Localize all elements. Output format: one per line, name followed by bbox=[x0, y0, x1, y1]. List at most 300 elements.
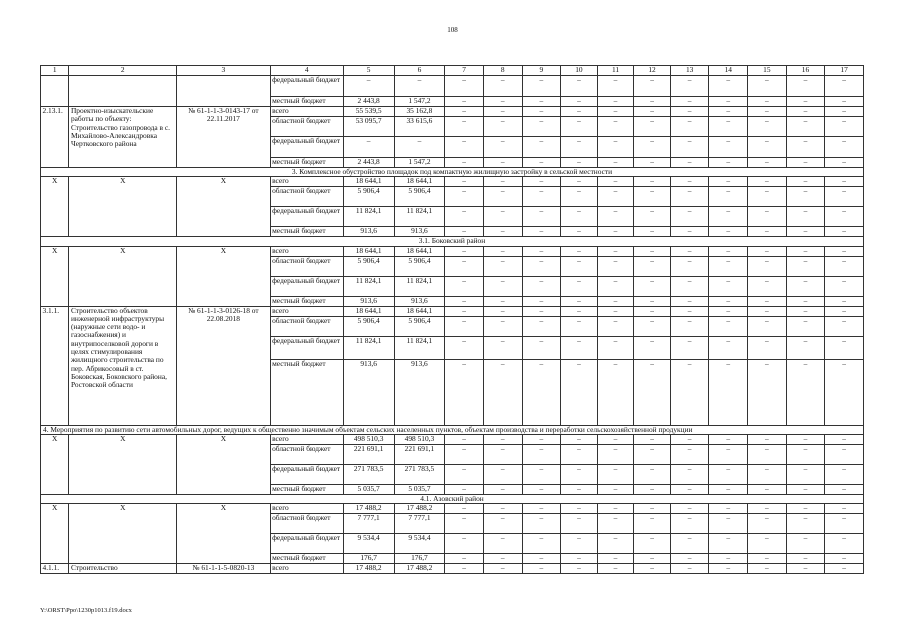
budget-label: федеральный бюджет bbox=[270, 336, 343, 359]
dash-cell: – bbox=[483, 158, 522, 168]
budget-label: федеральный бюджет bbox=[270, 207, 343, 227]
table-row bbox=[41, 177, 864, 187]
dash-cell: – bbox=[445, 316, 484, 336]
dash-cell: – bbox=[561, 187, 598, 207]
dash-cell: – bbox=[825, 514, 864, 534]
value-cell: 53 095,7 bbox=[343, 117, 394, 137]
dash-cell: – bbox=[825, 76, 864, 97]
col-number: 6 bbox=[394, 66, 445, 76]
dash-cell: – bbox=[670, 504, 709, 514]
dash-cell: – bbox=[561, 514, 598, 534]
budget-label: всего bbox=[270, 564, 343, 574]
dash-cell: – bbox=[634, 296, 671, 306]
dash-cell: – bbox=[786, 534, 825, 554]
dash-cell: – bbox=[709, 534, 748, 554]
value-cell: – bbox=[343, 137, 394, 158]
dash-cell: – bbox=[786, 227, 825, 237]
dash-cell: – bbox=[483, 554, 522, 564]
budget-label: местный бюджет bbox=[270, 97, 343, 107]
dash-cell: – bbox=[634, 444, 671, 464]
item-document: X bbox=[177, 177, 270, 237]
dash-cell: – bbox=[825, 97, 864, 107]
budget-label: всего bbox=[270, 434, 343, 444]
value-cell: 221 691,1 bbox=[343, 444, 394, 464]
value-cell: 11 824,1 bbox=[343, 336, 394, 359]
dash-cell: – bbox=[709, 227, 748, 237]
dash-cell: – bbox=[634, 484, 671, 494]
budget-label: областной бюджет bbox=[270, 117, 343, 137]
dash-cell: – bbox=[786, 504, 825, 514]
dash-cell: – bbox=[670, 564, 709, 574]
dash-cell: – bbox=[522, 276, 561, 296]
value-cell: 271 783,5 bbox=[394, 464, 445, 484]
dash-cell: – bbox=[561, 359, 598, 425]
dash-cell: – bbox=[709, 554, 748, 564]
budget-label: областной бюджет bbox=[270, 514, 343, 534]
dash-cell: – bbox=[522, 76, 561, 97]
dash-cell: – bbox=[483, 336, 522, 359]
item-number: X bbox=[41, 177, 69, 237]
budget-label: местный бюджет bbox=[270, 554, 343, 564]
value-cell: 17 488,2 bbox=[394, 504, 445, 514]
dash-cell: – bbox=[483, 434, 522, 444]
dash-cell: – bbox=[445, 177, 484, 187]
dash-cell: – bbox=[709, 444, 748, 464]
dash-cell: – bbox=[670, 107, 709, 117]
dash-cell: – bbox=[748, 246, 787, 256]
dash-cell: – bbox=[634, 117, 671, 137]
value-cell: 5 906,4 bbox=[394, 316, 445, 336]
budget-table-wrapper bbox=[40, 65, 864, 574]
value-cell: 11 824,1 bbox=[343, 276, 394, 296]
dash-cell: – bbox=[670, 444, 709, 464]
dash-cell: – bbox=[825, 256, 864, 276]
dash-cell: – bbox=[522, 227, 561, 237]
dash-cell: – bbox=[483, 484, 522, 494]
dash-cell: – bbox=[445, 207, 484, 227]
dash-cell: – bbox=[670, 484, 709, 494]
section-title: 3. Комплексное обустройство площадок под компактную жилищную застройку в сельской местности bbox=[41, 168, 864, 177]
dash-cell: – bbox=[445, 296, 484, 306]
dash-cell: – bbox=[597, 246, 634, 256]
table-row bbox=[41, 564, 864, 574]
dash-cell: – bbox=[634, 434, 671, 444]
dash-cell: – bbox=[522, 514, 561, 534]
dash-cell: – bbox=[483, 117, 522, 137]
item-name: Строительство объектов инженерной инфраструктуры (наружные сети водо- и газоснабжения) и внутрипоселковой дороги в целях стимулирования жилищного строительства по пер. Абрикосовый в ст. Боковская, Боковского района, Ростовской области bbox=[69, 306, 177, 425]
dash-cell: – bbox=[748, 504, 787, 514]
dash-cell: – bbox=[561, 227, 598, 237]
value-cell: 18 644,1 bbox=[394, 177, 445, 187]
dash-cell: – bbox=[825, 359, 864, 425]
table-row bbox=[41, 246, 864, 256]
dash-cell: – bbox=[597, 158, 634, 168]
dash-cell: – bbox=[709, 434, 748, 444]
dash-cell: – bbox=[522, 296, 561, 306]
dash-cell: – bbox=[634, 336, 671, 359]
dash-cell: – bbox=[522, 306, 561, 316]
dash-cell: – bbox=[748, 107, 787, 117]
value-cell: 17 488,2 bbox=[394, 564, 445, 574]
dash-cell: – bbox=[748, 484, 787, 494]
dash-cell: – bbox=[522, 246, 561, 256]
dash-cell: – bbox=[786, 246, 825, 256]
budget-label: всего bbox=[270, 306, 343, 316]
dash-cell: – bbox=[561, 564, 598, 574]
table-row bbox=[41, 306, 864, 316]
dash-cell: – bbox=[597, 117, 634, 137]
dash-cell: – bbox=[561, 177, 598, 187]
dash-cell: – bbox=[483, 227, 522, 237]
dash-cell: – bbox=[597, 504, 634, 514]
dash-cell: – bbox=[709, 177, 748, 187]
dash-cell: – bbox=[634, 227, 671, 237]
col-number: 16 bbox=[786, 66, 825, 76]
dash-cell: – bbox=[825, 187, 864, 207]
table-row bbox=[41, 76, 864, 97]
dash-cell: – bbox=[825, 306, 864, 316]
value-cell: 17 488,2 bbox=[343, 564, 394, 574]
section-row bbox=[41, 425, 864, 434]
page-number: 108 bbox=[447, 26, 458, 34]
item-number: 3.1.1. bbox=[41, 306, 69, 425]
dash-cell: – bbox=[786, 336, 825, 359]
dash-cell: – bbox=[445, 444, 484, 464]
dash-cell: – bbox=[634, 107, 671, 117]
dash-cell: – bbox=[445, 137, 484, 158]
budget-label: всего bbox=[270, 246, 343, 256]
budget-label: всего bbox=[270, 177, 343, 187]
dash-cell: – bbox=[670, 316, 709, 336]
dash-cell: – bbox=[483, 306, 522, 316]
dash-cell: – bbox=[483, 256, 522, 276]
value-cell: 5 906,4 bbox=[343, 187, 394, 207]
dash-cell: – bbox=[445, 434, 484, 444]
dash-cell: – bbox=[825, 158, 864, 168]
dash-cell: – bbox=[597, 564, 634, 574]
dash-cell: – bbox=[670, 534, 709, 554]
dash-cell: – bbox=[825, 177, 864, 187]
dash-cell: – bbox=[786, 187, 825, 207]
dash-cell: – bbox=[670, 306, 709, 316]
dash-cell: – bbox=[522, 97, 561, 107]
dash-cell: – bbox=[670, 276, 709, 296]
dash-cell: – bbox=[709, 296, 748, 306]
value-cell: – bbox=[343, 76, 394, 97]
table-row bbox=[41, 107, 864, 117]
value-cell: 498 510,3 bbox=[394, 434, 445, 444]
dash-cell: – bbox=[670, 97, 709, 107]
dash-cell: – bbox=[597, 256, 634, 276]
dash-cell: – bbox=[825, 207, 864, 227]
value-cell: 17 488,2 bbox=[343, 504, 394, 514]
dash-cell: – bbox=[634, 464, 671, 484]
dash-cell: – bbox=[709, 316, 748, 336]
dash-cell: – bbox=[670, 359, 709, 425]
dash-cell: – bbox=[597, 444, 634, 464]
dash-cell: – bbox=[561, 336, 598, 359]
item-name: Проектно-изыскательские работы по объекту: Строительство газопровода в с. Михайлово-Александровка Чертковского района bbox=[69, 107, 177, 168]
dash-cell: – bbox=[445, 227, 484, 237]
dash-cell: – bbox=[483, 76, 522, 97]
dash-cell: – bbox=[709, 514, 748, 534]
dash-cell: – bbox=[709, 564, 748, 574]
dash-cell: – bbox=[825, 554, 864, 564]
dash-cell: – bbox=[561, 97, 598, 107]
budget-label: областной бюджет bbox=[270, 316, 343, 336]
item-number: 4.1.1. bbox=[41, 564, 69, 574]
value-cell: 5 906,4 bbox=[394, 256, 445, 276]
value-cell: 176,7 bbox=[343, 554, 394, 564]
dash-cell: – bbox=[670, 514, 709, 534]
budget-label: федеральный бюджет bbox=[270, 76, 343, 97]
section-row bbox=[41, 494, 864, 503]
dash-cell: – bbox=[597, 207, 634, 227]
dash-cell: – bbox=[561, 306, 598, 316]
dash-cell: – bbox=[561, 158, 598, 168]
dash-cell: – bbox=[445, 256, 484, 276]
dash-cell: – bbox=[522, 359, 561, 425]
dash-cell: – bbox=[786, 137, 825, 158]
dash-cell: – bbox=[825, 137, 864, 158]
dash-cell: – bbox=[522, 158, 561, 168]
dash-cell: – bbox=[748, 76, 787, 97]
col-number: 12 bbox=[634, 66, 671, 76]
dash-cell: – bbox=[483, 514, 522, 534]
dash-cell: – bbox=[483, 564, 522, 574]
dash-cell: – bbox=[597, 97, 634, 107]
dash-cell: – bbox=[522, 256, 561, 276]
dash-cell: – bbox=[483, 504, 522, 514]
dash-cell: – bbox=[748, 187, 787, 207]
col-number: 13 bbox=[670, 66, 709, 76]
dash-cell: – bbox=[561, 554, 598, 564]
dash-cell: – bbox=[786, 564, 825, 574]
dash-cell: – bbox=[709, 187, 748, 207]
budget-label: областной бюджет bbox=[270, 187, 343, 207]
value-cell: 913,6 bbox=[343, 359, 394, 425]
item-document: № 61-1-1-5-0820-13 bbox=[177, 564, 270, 574]
dash-cell: – bbox=[522, 564, 561, 574]
value-cell: 913,6 bbox=[343, 227, 394, 237]
dash-cell: – bbox=[786, 464, 825, 484]
dash-cell: – bbox=[670, 117, 709, 137]
dash-cell: – bbox=[597, 316, 634, 336]
dash-cell: – bbox=[483, 246, 522, 256]
dash-cell: – bbox=[445, 306, 484, 316]
dash-cell: – bbox=[483, 316, 522, 336]
dash-cell: – bbox=[709, 97, 748, 107]
dash-cell: – bbox=[709, 158, 748, 168]
dash-cell: – bbox=[522, 187, 561, 207]
dash-cell: – bbox=[786, 434, 825, 444]
budget-label: местный бюджет bbox=[270, 227, 343, 237]
dash-cell: – bbox=[634, 554, 671, 564]
header-row bbox=[41, 66, 864, 76]
budget-label: областной бюджет bbox=[270, 444, 343, 464]
value-cell: 1 547,2 bbox=[394, 158, 445, 168]
value-cell: 913,6 bbox=[394, 359, 445, 425]
item-document: X bbox=[177, 434, 270, 494]
dash-cell: – bbox=[709, 484, 748, 494]
dash-cell: – bbox=[786, 97, 825, 107]
dash-cell: – bbox=[597, 296, 634, 306]
dash-cell: – bbox=[483, 359, 522, 425]
section-row bbox=[41, 168, 864, 177]
dash-cell: – bbox=[786, 316, 825, 336]
value-cell: 18 644,1 bbox=[394, 246, 445, 256]
dash-cell: – bbox=[786, 359, 825, 425]
dash-cell: – bbox=[709, 107, 748, 117]
value-cell: 5 906,4 bbox=[343, 256, 394, 276]
dash-cell: – bbox=[483, 534, 522, 554]
budget-label: местный бюджет bbox=[270, 158, 343, 168]
dash-cell: – bbox=[597, 107, 634, 117]
col-number: 9 bbox=[522, 66, 561, 76]
budget-label: федеральный бюджет bbox=[270, 137, 343, 158]
dash-cell: – bbox=[748, 227, 787, 237]
budget-label: местный бюджет bbox=[270, 296, 343, 306]
dash-cell: – bbox=[561, 316, 598, 336]
dash-cell: – bbox=[748, 564, 787, 574]
item-number: X bbox=[41, 504, 69, 564]
item-document: № 61-1-1-3-0143-17 от 22.11.2017 bbox=[177, 107, 270, 168]
dash-cell: – bbox=[709, 256, 748, 276]
dash-cell: – bbox=[445, 514, 484, 534]
value-cell: 221 691,1 bbox=[394, 444, 445, 464]
dash-cell: – bbox=[445, 336, 484, 359]
dash-cell: – bbox=[445, 564, 484, 574]
budget-table bbox=[40, 65, 864, 574]
dash-cell: – bbox=[825, 276, 864, 296]
value-cell: 18 644,1 bbox=[394, 306, 445, 316]
dash-cell: – bbox=[522, 137, 561, 158]
table-row bbox=[41, 504, 864, 514]
dash-cell: – bbox=[825, 246, 864, 256]
dash-cell: – bbox=[670, 158, 709, 168]
dash-cell: – bbox=[634, 306, 671, 316]
dash-cell: – bbox=[561, 76, 598, 97]
item-number: X bbox=[41, 434, 69, 494]
dash-cell: – bbox=[825, 484, 864, 494]
dash-cell: – bbox=[483, 137, 522, 158]
value-cell: 913,6 bbox=[343, 296, 394, 306]
dash-cell: – bbox=[597, 187, 634, 207]
dash-cell: – bbox=[597, 534, 634, 554]
dash-cell: – bbox=[786, 117, 825, 137]
col-number: 4 bbox=[270, 66, 343, 76]
dash-cell: – bbox=[748, 177, 787, 187]
dash-cell: – bbox=[522, 504, 561, 514]
dash-cell: – bbox=[709, 464, 748, 484]
dash-cell: – bbox=[748, 464, 787, 484]
dash-cell: – bbox=[561, 504, 598, 514]
dash-cell: – bbox=[670, 187, 709, 207]
dash-cell: – bbox=[561, 246, 598, 256]
dash-cell: – bbox=[561, 276, 598, 296]
dash-cell: – bbox=[748, 434, 787, 444]
dash-cell: – bbox=[445, 76, 484, 97]
dash-cell: – bbox=[786, 177, 825, 187]
value-cell: 11 824,1 bbox=[394, 207, 445, 227]
col-number: 3 bbox=[177, 66, 270, 76]
dash-cell: – bbox=[634, 504, 671, 514]
dash-cell: – bbox=[786, 158, 825, 168]
item-name: X bbox=[69, 177, 177, 237]
dash-cell: – bbox=[522, 316, 561, 336]
dash-cell: – bbox=[634, 534, 671, 554]
dash-cell: – bbox=[670, 296, 709, 306]
dash-cell: – bbox=[748, 276, 787, 296]
dash-cell: – bbox=[561, 207, 598, 227]
dash-cell: – bbox=[561, 444, 598, 464]
dash-cell: – bbox=[561, 296, 598, 306]
value-cell: 9 534,4 bbox=[343, 534, 394, 554]
dash-cell: – bbox=[522, 464, 561, 484]
dash-cell: – bbox=[597, 434, 634, 444]
value-cell: 271 783,5 bbox=[343, 464, 394, 484]
dash-cell: – bbox=[670, 137, 709, 158]
item-name: X bbox=[69, 434, 177, 494]
dash-cell: – bbox=[561, 117, 598, 137]
dash-cell: – bbox=[709, 246, 748, 256]
dash-cell: – bbox=[445, 359, 484, 425]
dash-cell: – bbox=[748, 207, 787, 227]
dash-cell: – bbox=[483, 107, 522, 117]
dash-cell: – bbox=[597, 137, 634, 158]
dash-cell: – bbox=[670, 554, 709, 564]
dash-cell: – bbox=[634, 97, 671, 107]
dash-cell: – bbox=[561, 534, 598, 554]
value-cell: 913,6 bbox=[394, 227, 445, 237]
dash-cell: – bbox=[522, 484, 561, 494]
dash-cell: – bbox=[670, 336, 709, 359]
value-cell: 176,7 bbox=[394, 554, 445, 564]
value-cell: 11 824,1 bbox=[394, 276, 445, 296]
dash-cell: – bbox=[522, 534, 561, 554]
dash-cell: – bbox=[709, 137, 748, 158]
value-cell: 18 644,1 bbox=[343, 306, 394, 316]
dash-cell: – bbox=[634, 564, 671, 574]
dash-cell: – bbox=[825, 434, 864, 444]
value-cell: 7 777,1 bbox=[394, 514, 445, 534]
dash-cell: – bbox=[634, 177, 671, 187]
dash-cell: – bbox=[445, 554, 484, 564]
dash-cell: – bbox=[522, 117, 561, 137]
section-title: 3.1. Боковский район bbox=[41, 237, 864, 246]
dash-cell: – bbox=[670, 227, 709, 237]
dash-cell: – bbox=[597, 227, 634, 237]
dash-cell: – bbox=[561, 434, 598, 444]
value-cell: 2 443,8 bbox=[343, 97, 394, 107]
dash-cell: – bbox=[748, 117, 787, 137]
dash-cell: – bbox=[445, 276, 484, 296]
dash-cell: – bbox=[748, 296, 787, 306]
col-number: 17 bbox=[825, 66, 864, 76]
budget-label: всего bbox=[270, 107, 343, 117]
item-number: 2.13.1. bbox=[41, 107, 69, 168]
dash-cell: – bbox=[483, 276, 522, 296]
dash-cell: – bbox=[597, 554, 634, 564]
dash-cell: – bbox=[825, 107, 864, 117]
dash-cell: – bbox=[483, 97, 522, 107]
dash-cell: – bbox=[561, 137, 598, 158]
dash-cell: – bbox=[483, 464, 522, 484]
item-name: X bbox=[69, 504, 177, 564]
value-cell: – bbox=[394, 137, 445, 158]
dash-cell: – bbox=[561, 484, 598, 494]
dash-cell: – bbox=[597, 484, 634, 494]
